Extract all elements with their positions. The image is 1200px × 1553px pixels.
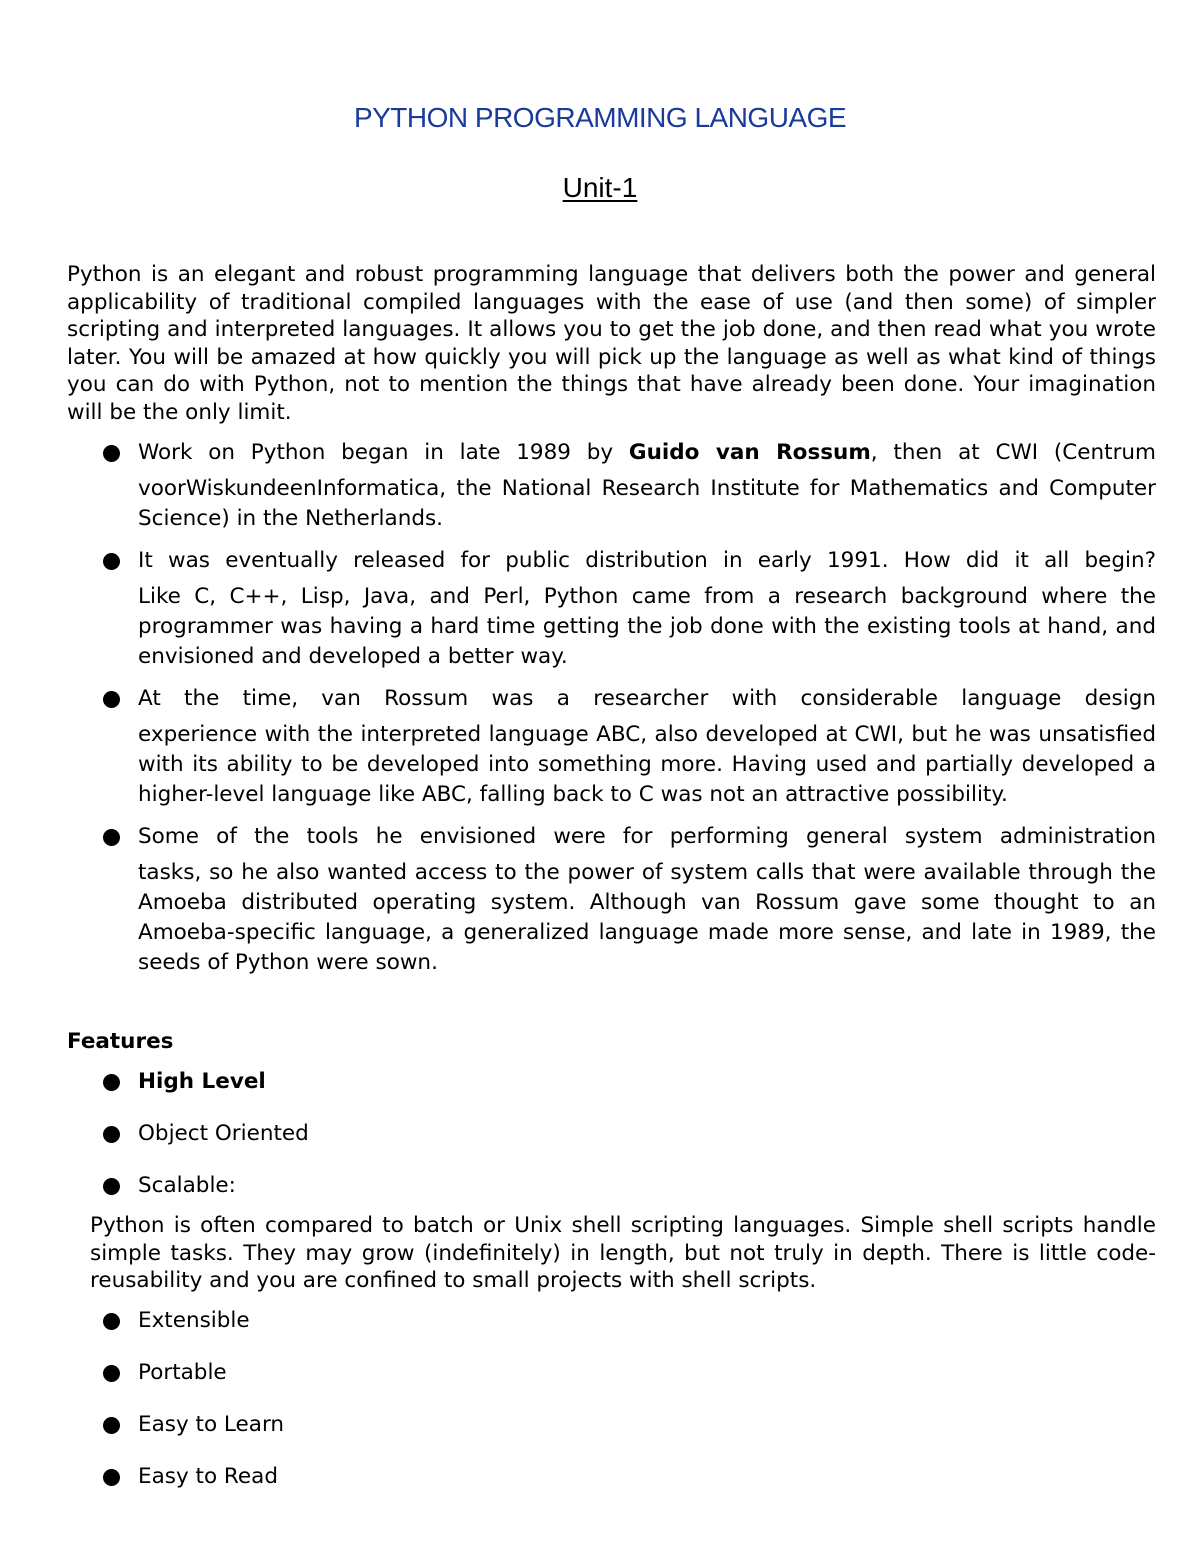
- bullet-icon: [103, 1313, 120, 1330]
- bullet-icon: [103, 691, 120, 708]
- feature-item: [0, 1120, 1200, 1172]
- scalable-paragraph: Python is often compared to batch or Unix shell scripting languages. Simple shell scripts handle simple tasks. They may grow (indefinitely) in length, but not truly in depth. There is little code-reusability and you are confined to small projects with shell scripts.: [90, 1213, 1156, 1293]
- feature-label: Extensible: [138, 1308, 250, 1333]
- bullet-icon: [103, 1469, 120, 1486]
- history-list: [0, 438, 1200, 990]
- bullet-icon: [103, 553, 120, 570]
- feature-label: Object Oriented: [138, 1121, 309, 1146]
- feature-item: [0, 1411, 1200, 1463]
- feature-label: Easy to Learn: [138, 1412, 285, 1437]
- history-item-first-line: Work on Python began in late 1989 by Guido van Rossum, then at CWI (Centrum: [138, 440, 1156, 465]
- author-name: Guido van Rossum: [628, 440, 871, 465]
- history-item: [0, 684, 1156, 810]
- bullet-icon: [103, 1074, 120, 1091]
- history-item-first-line: At the time, van Rossum was a researcher with considerable language design: [138, 686, 1156, 711]
- history-item-text: tasks, so he also wanted access to the power of system calls that were available through the Amoeba distributed operating system. Although van Rossum gave some thought to an Amoeba-specific language, a generalized language made more sense, and late in 1989, the seeds of Python were sown.: [138, 860, 1156, 975]
- features-heading: Features: [67, 1029, 174, 1054]
- history-item: [0, 822, 1156, 978]
- feature-item: [0, 1359, 1200, 1411]
- history-item-first-line: It was eventually released for public distribution in early 1991. How did it all begin?: [138, 548, 1156, 573]
- history-item-text: experience with the interpreted language ABC, also developed at CWI, but he was unsatisfied with its ability to be developed into something more. Having used and partially developed a higher-level language like ABC, falling back to C was not an attractive possibility.: [138, 722, 1156, 807]
- bullet-icon: [103, 1365, 120, 1382]
- bullet-icon: [103, 829, 120, 846]
- feature-label: Scalable:: [138, 1173, 236, 1198]
- feature-item: [0, 1068, 1200, 1120]
- unit-heading: Unit-1: [562, 172, 638, 203]
- feature-label: High Level: [138, 1069, 266, 1094]
- bullet-icon: [103, 1178, 120, 1195]
- bullet-icon: [103, 1417, 120, 1434]
- history-item-text: voorWiskundeenInformatica, the National Research Institute for Mathematics and Computer Science) in the Netherlands.: [138, 476, 1156, 531]
- features-list: [0, 1068, 1200, 1224]
- history-item-text: Like C, C++, Lisp, Java, and Perl, Python came from a research background where the programmer was having a hard time getting the job done with the existing tools at hand, and envisioned and developed a better way.: [138, 584, 1156, 669]
- feature-item: [0, 1463, 1200, 1515]
- feature-label: Easy to Read: [138, 1464, 278, 1489]
- features-list-continued: [0, 1307, 1200, 1515]
- history-item-first-line: Some of the tools he envisioned were for performing general system administration: [138, 824, 1156, 849]
- history-item: [0, 546, 1156, 672]
- intro-paragraph: Python is an elegant and robust programming language that delivers both the power and general applicability of traditional compiled languages with the ease of use (and then some) of simpler scripting and interpreted languages. It allows you to get the job done, and then read what you wrote later. You will be amazed at how quickly you will pick up the language as well as what kind of things you can do with Python, not to mention the things that have already been done. Your imagination will be the only limit.: [67, 262, 1156, 425]
- bullet-icon: [103, 445, 120, 462]
- history-item: [0, 438, 1156, 534]
- bullet-icon: [103, 1126, 120, 1143]
- document-title: PYTHON PROGRAMMING LANGUAGE: [353, 102, 847, 133]
- feature-item: [0, 1307, 1200, 1359]
- feature-label: Portable: [138, 1360, 227, 1385]
